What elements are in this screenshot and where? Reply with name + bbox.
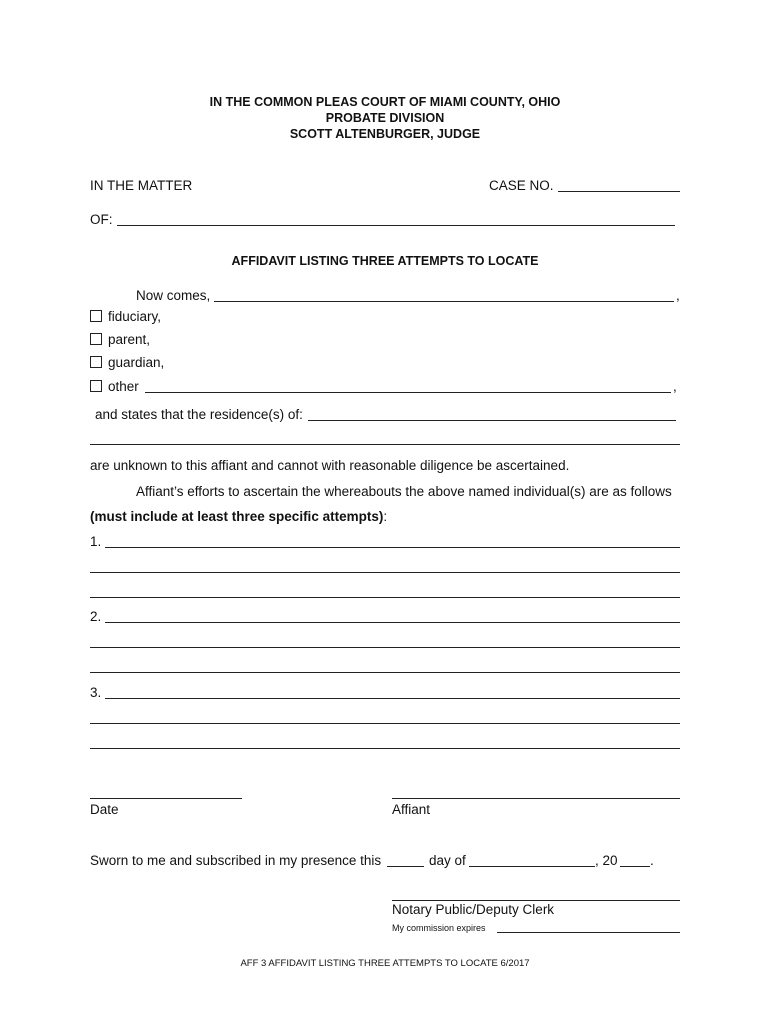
notary-label: Notary Public/Deputy Clerk bbox=[392, 902, 555, 917]
option-parent[interactable] bbox=[90, 332, 150, 347]
sworn-month-field[interactable] bbox=[469, 866, 595, 867]
document-title: AFFIDAVIT LISTING THREE ATTEMPTS TO LOCATE bbox=[231, 254, 539, 268]
other-field[interactable] bbox=[145, 392, 671, 393]
now-comes-label: Now comes, bbox=[136, 288, 211, 303]
affiant-signature-line[interactable] bbox=[392, 798, 680, 799]
attempt-2-line-3[interactable] bbox=[90, 672, 680, 673]
date-signature-line[interactable] bbox=[90, 798, 242, 799]
option-guardian[interactable] bbox=[90, 355, 164, 370]
sworn-text-d: . bbox=[650, 853, 654, 868]
checkbox-icon[interactable] bbox=[90, 333, 102, 345]
sworn-text-c: , 20 bbox=[595, 853, 618, 868]
division-heading: PROBATE DIVISION bbox=[325, 111, 445, 125]
option-other[interactable] bbox=[90, 379, 139, 394]
checkbox-icon[interactable] bbox=[90, 356, 102, 368]
affiant-label: Affiant bbox=[392, 802, 431, 817]
in-the-matter-label: IN THE MATTER bbox=[90, 178, 193, 193]
efforts-statement: Affiant’s efforts to ascertain the whereabouts the above named individual(s) are as follows bbox=[136, 484, 672, 499]
case-no-label: CASE NO. bbox=[489, 178, 554, 193]
residence-field[interactable] bbox=[308, 420, 676, 421]
option-label: parent, bbox=[108, 332, 151, 347]
attempt-2-line-2[interactable] bbox=[90, 647, 680, 648]
residence-label: and states that the residence(s) of: bbox=[95, 407, 303, 422]
option-label: guardian, bbox=[108, 355, 165, 370]
of-field[interactable] bbox=[117, 225, 675, 226]
must-include-bold: (must include at least three specific attempts) bbox=[90, 509, 384, 524]
attempt-3-line-2[interactable] bbox=[90, 723, 680, 724]
attempt-1-line-2[interactable] bbox=[90, 572, 680, 573]
commission-label: My commission expires bbox=[392, 923, 486, 933]
attempt-number-1: 1. bbox=[90, 534, 102, 549]
sworn-text-a: Sworn to me and subscribed in my presence this bbox=[90, 853, 382, 868]
attempt-number-3: 3. bbox=[90, 685, 102, 700]
attempt-3-line-3[interactable] bbox=[90, 748, 680, 749]
must-include-note bbox=[90, 509, 387, 524]
sworn-day-field[interactable] bbox=[387, 866, 424, 867]
form-footer: AFF 3 AFFIDAVIT LISTING THREE ATTEMPTS TO LOCATE 6/2017 bbox=[240, 958, 530, 969]
notary-signature-line[interactable] bbox=[392, 900, 680, 901]
commission-field[interactable] bbox=[497, 932, 680, 933]
attempt-1-line-3[interactable] bbox=[90, 597, 680, 598]
judge-heading: SCOTT ALTENBURGER, JUDGE bbox=[289, 127, 481, 141]
attempt-3-line-1[interactable] bbox=[105, 698, 680, 699]
of-label: OF: bbox=[90, 212, 113, 227]
court-heading: IN THE COMMON PLEAS COURT OF MIAMI COUNTY, OHIO bbox=[209, 95, 561, 109]
unknown-statement: are unknown to this affiant and cannot with reasonable diligence be ascertained. bbox=[90, 458, 570, 473]
attempt-2-line-1[interactable] bbox=[105, 622, 680, 623]
sworn-year-field[interactable] bbox=[620, 866, 650, 867]
checkbox-icon[interactable] bbox=[90, 380, 102, 392]
attempt-number-2: 2. bbox=[90, 609, 102, 624]
date-label: Date bbox=[90, 802, 119, 817]
affiant-name-field[interactable] bbox=[214, 301, 674, 302]
case-no-field[interactable] bbox=[558, 191, 680, 192]
comma-text: , bbox=[673, 379, 677, 394]
comma-text: , bbox=[676, 288, 680, 303]
option-label: other bbox=[108, 379, 139, 394]
attempt-1-line-1[interactable] bbox=[105, 547, 680, 548]
residence-field-2[interactable] bbox=[90, 444, 680, 445]
sworn-text-b: day of bbox=[429, 853, 466, 868]
option-label: fiduciary, bbox=[108, 309, 162, 324]
option-fiduciary[interactable] bbox=[90, 309, 161, 324]
checkbox-icon[interactable] bbox=[90, 310, 102, 322]
must-include-colon: : bbox=[383, 509, 388, 524]
